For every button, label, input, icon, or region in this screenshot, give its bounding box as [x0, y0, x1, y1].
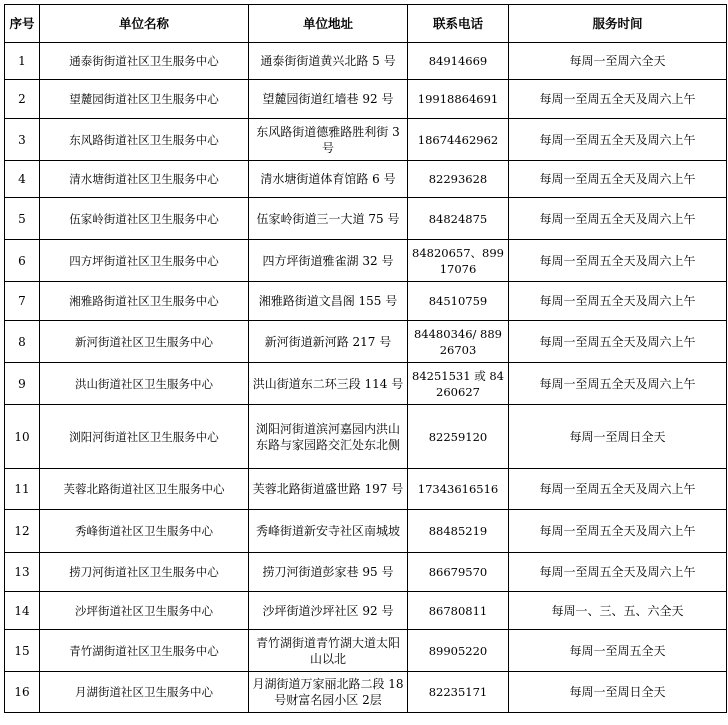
cell-phone: 84824875 [408, 198, 509, 240]
table-row [5, 405, 727, 469]
cell-service-hours: 每周一至周五全天及周六上午 [509, 119, 727, 161]
header-row [5, 5, 727, 43]
cell-unit-name: 湘雅路街道社区卫生服务中心 [40, 282, 249, 321]
cell-unit-address: 浏阳河街道滨河嘉园内洪山东路与家园路交汇处东北侧 [249, 405, 408, 469]
table-row [5, 161, 727, 198]
table-row [5, 198, 727, 240]
cell-unit-address: 湘雅路街道文昌阁 155 号 [249, 282, 408, 321]
cell-serial: 10 [5, 405, 40, 469]
cell-serial: 12 [5, 510, 40, 553]
cell-unit-name: 清水塘街道社区卫生服务中心 [40, 161, 249, 198]
cell-service-hours: 每周一至周五全天及周六上午 [509, 321, 727, 363]
table-row [5, 119, 727, 161]
cell-serial: 5 [5, 198, 40, 240]
cell-unit-name: 沙坪街道社区卫生服务中心 [40, 592, 249, 630]
cell-serial: 8 [5, 321, 40, 363]
cell-phone: 88485219 [408, 510, 509, 553]
table-row [5, 672, 727, 713]
cell-service-hours: 每周一至周六全天 [509, 43, 727, 80]
cell-service-hours: 每周一至周五全天及周六上午 [509, 161, 727, 198]
cell-unit-address: 新河街道新河路 217 号 [249, 321, 408, 363]
cell-unit-address: 洪山街道东二环三段 114 号 [249, 363, 408, 405]
service-centers-table [4, 4, 727, 713]
cell-serial: 7 [5, 282, 40, 321]
cell-service-hours: 每周一至周五全天及周六上午 [509, 553, 727, 592]
cell-unit-name: 新河街道社区卫生服务中心 [40, 321, 249, 363]
cell-unit-address: 芙蓉北路街道盛世路 197 号 [249, 469, 408, 510]
cell-unit-name: 捞刀河街道社区卫生服务中心 [40, 553, 249, 592]
cell-serial: 14 [5, 592, 40, 630]
table-row [5, 363, 727, 405]
cell-phone: 82293628 [408, 161, 509, 198]
table-row [5, 510, 727, 553]
cell-unit-address: 秀峰街道新安寺社区南城坡 [249, 510, 408, 553]
cell-unit-name: 芙蓉北路街道社区卫生服务中心 [40, 469, 249, 510]
table-row [5, 80, 727, 119]
cell-unit-address: 青竹湖街道青竹湖大道太阳山以北 [249, 630, 408, 672]
cell-service-hours: 每周一至周日全天 [509, 405, 727, 469]
cell-unit-address: 四方坪街道雅雀湖 32 号 [249, 240, 408, 282]
cell-phone: 84480346/ 88926703 [408, 321, 509, 363]
header-phone: 联系电话 [408, 5, 509, 43]
table-row [5, 553, 727, 592]
cell-serial: 16 [5, 672, 40, 713]
cell-phone: 82259120 [408, 405, 509, 469]
header-service-hours: 服务时间 [509, 5, 727, 43]
cell-service-hours: 每周一至周五全天及周六上午 [509, 469, 727, 510]
cell-unit-name: 洪山街道社区卫生服务中心 [40, 363, 249, 405]
cell-service-hours: 每周一至周五全天及周六上午 [509, 363, 727, 405]
cell-unit-address: 东风路街道德雅路胜利街 3号 [249, 119, 408, 161]
cell-phone: 84820657、89917076 [408, 240, 509, 282]
cell-unit-name: 伍家岭街道社区卫生服务中心 [40, 198, 249, 240]
cell-unit-name: 通泰街街道社区卫生服务中心 [40, 43, 249, 80]
cell-unit-address: 沙坪街道沙坪社区 92 号 [249, 592, 408, 630]
cell-service-hours: 每周一至周五全天及周六上午 [509, 198, 727, 240]
cell-service-hours: 每周一至周日全天 [509, 672, 727, 713]
cell-serial: 11 [5, 469, 40, 510]
cell-service-hours: 每周一至周五全天 [509, 630, 727, 672]
cell-phone: 18674462962 [408, 119, 509, 161]
cell-phone: 84510759 [408, 282, 509, 321]
cell-serial: 2 [5, 80, 40, 119]
cell-phone: 19918864691 [408, 80, 509, 119]
cell-unit-name: 四方坪街道社区卫生服务中心 [40, 240, 249, 282]
cell-unit-name: 月湖街道社区卫生服务中心 [40, 672, 249, 713]
cell-phone: 17343616516 [408, 469, 509, 510]
cell-unit-address: 伍家岭街道三一大道 75 号 [249, 198, 408, 240]
table-row [5, 630, 727, 672]
cell-service-hours: 每周一至周五全天及周六上午 [509, 510, 727, 553]
cell-serial: 9 [5, 363, 40, 405]
table-row [5, 592, 727, 630]
cell-unit-name: 望麓园街道社区卫生服务中心 [40, 80, 249, 119]
cell-phone: 82235171 [408, 672, 509, 713]
cell-unit-name: 东风路街道社区卫生服务中心 [40, 119, 249, 161]
cell-phone: 84914669 [408, 43, 509, 80]
cell-unit-address: 望麓园街道红墙巷 92 号 [249, 80, 408, 119]
cell-unit-address: 捞刀河街道彭家巷 95 号 [249, 553, 408, 592]
table-row [5, 43, 727, 80]
cell-phone: 86780811 [408, 592, 509, 630]
cell-serial: 1 [5, 43, 40, 80]
cell-unit-name: 青竹湖街道社区卫生服务中心 [40, 630, 249, 672]
cell-phone: 84251531 或 84260627 [408, 363, 509, 405]
cell-service-hours: 每周一至周五全天及周六上午 [509, 80, 727, 119]
table-row [5, 469, 727, 510]
cell-serial: 13 [5, 553, 40, 592]
header-serial: 序号 [5, 5, 40, 43]
cell-unit-address: 月湖街道万家丽北路二段 18号财富名园小区 2层 [249, 672, 408, 713]
cell-unit-name: 浏阳河街道社区卫生服务中心 [40, 405, 249, 469]
cell-serial: 3 [5, 119, 40, 161]
cell-service-hours: 每周一、三、五、六全天 [509, 592, 727, 630]
table-row [5, 240, 727, 282]
table-row [5, 321, 727, 363]
cell-service-hours: 每周一至周五全天及周六上午 [509, 240, 727, 282]
header-unit-name: 单位名称 [40, 5, 249, 43]
cell-phone: 86679570 [408, 553, 509, 592]
cell-serial: 6 [5, 240, 40, 282]
cell-unit-address: 清水塘街道体育馆路 6 号 [249, 161, 408, 198]
cell-phone: 89905220 [408, 630, 509, 672]
cell-serial: 4 [5, 161, 40, 198]
header-unit-address: 单位地址 [249, 5, 408, 43]
table-row [5, 282, 727, 321]
cell-unit-name: 秀峰街道社区卫生服务中心 [40, 510, 249, 553]
cell-serial: 15 [5, 630, 40, 672]
cell-unit-address: 通泰街街道黄兴北路 5 号 [249, 43, 408, 80]
cell-service-hours: 每周一至周五全天及周六上午 [509, 282, 727, 321]
